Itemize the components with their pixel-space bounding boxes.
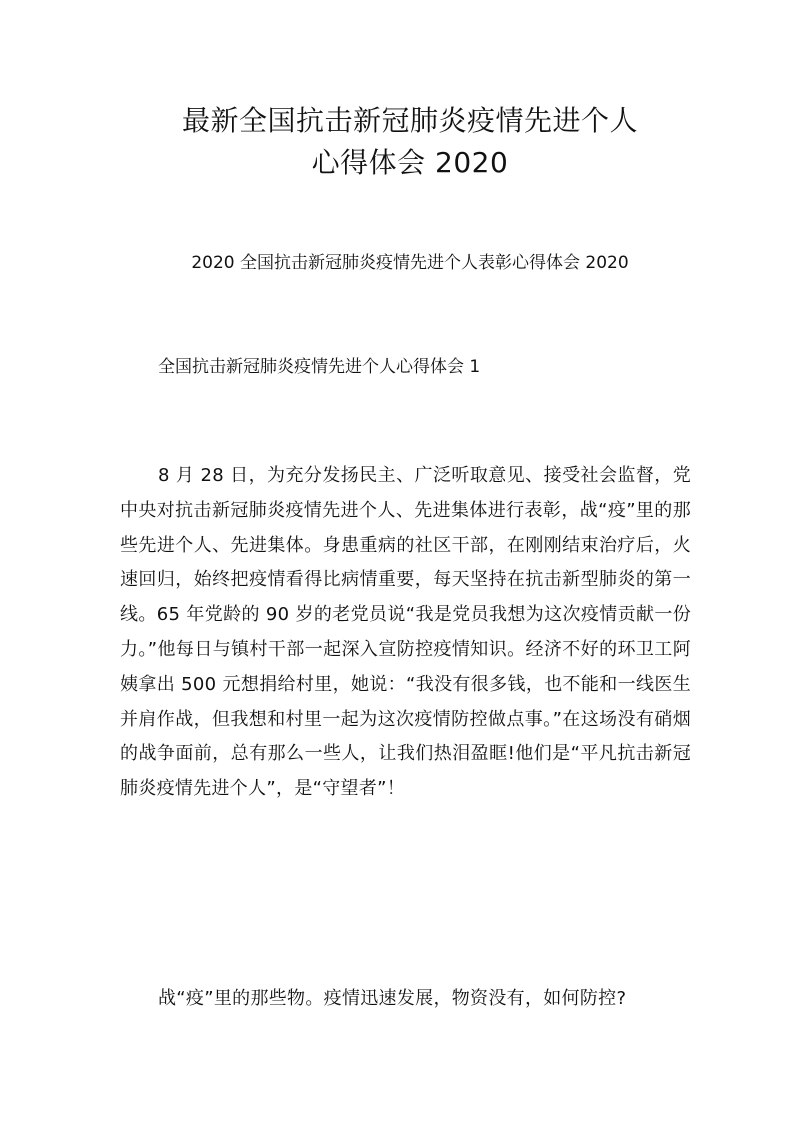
title-line-2: 心得体会 2020 (311, 146, 509, 179)
body-paragraph-1: 8 月 28 日，为充分发扬民主、广泛听取意见、接受社会监督，党中央对抗击新冠肺炎疫情先进个人、先进集体进行表彰，战“疫”里的那些先进个人、先进集体。身患重病的社区干部，在刚刚结束治疗后，火速回归，始终把疫情看得比病情重要，每天坚持在抗击新型肺炎的第一线。65 年党龄的 90 岁的老党员说“我是党员我想为这次疫情贡献一份力。”他每日与镇村干部一起深入宣防控疫情知识。经济不好的环卫工阿姨拿出 500 元想捐给村里，她说：“我没有很多钱，也不能和一线医生并肩作战，但我想和村里一起为这次疫情防控做点事。”在这场没有硝烟的战争面前，总有那么一些人，让我们热泪盈眶!他们是“平凡抗击新冠肺炎疫情先进个人”，是“守望者”！ (120, 465, 691, 800)
document-subtitle: 2020 全国抗击新冠肺炎疫情先进个人表彰心得体会 2020 (191, 253, 629, 273)
section-heading: 全国抗击新冠肺炎疫情先进个人心得体会 1 (158, 357, 481, 377)
body-paragraph-2: 战“疫”里的那些物。疫情迅速发展，物资没有，如何防控? (158, 988, 627, 1009)
document-title (120, 100, 700, 184)
title-line-1: 最新全国抗击新冠肺炎疫情先进个人 (181, 104, 638, 137)
